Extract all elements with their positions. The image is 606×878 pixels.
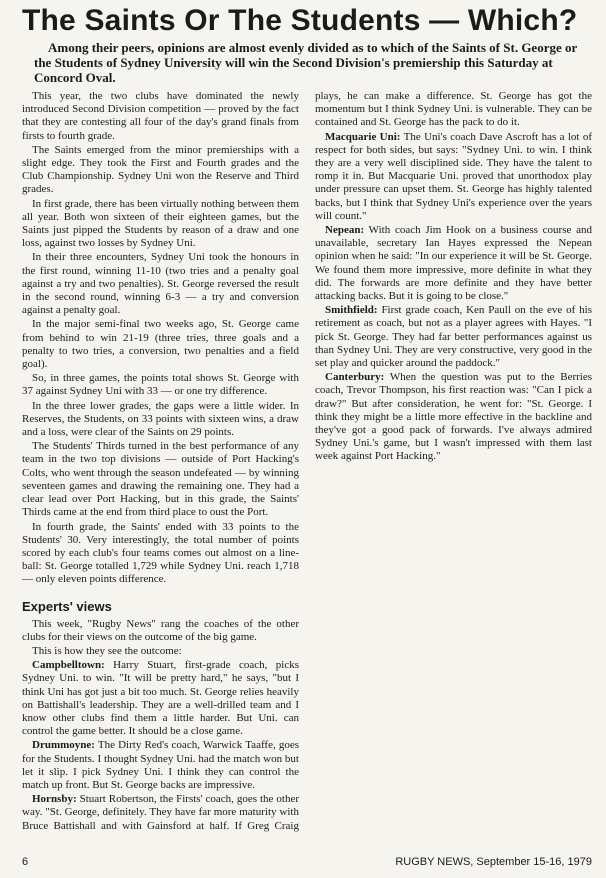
paragraph: This year, the two clubs have dominated the newly introduced Second Division competition — proved by the fact that they are contesting all four of the day's grand finals from firsts to fourth grade. xyxy=(22,90,299,142)
paragraph: So, in three games, the points total shows St. George with 37 against Sydney Uni with 33 — or one try difference. xyxy=(22,372,299,398)
expert-paragraph: Nepean: With coach Jim Hook on a business course and unavailable, secretary Ian Hayes expressed the Nepean opinion when he said: "In our experience it will be St. George. We found them more impressive, more definite in what they did. The forwards are more definite and they have better attacking backs. But it is going to be close." xyxy=(315,224,592,303)
headline: The Saints Or The Students — Which? xyxy=(22,4,578,37)
standfirst: Among their peers, opinions are almost evenly divided as to which of the Saints of St. George or the Students of Sydney University will win the Second Division's premiership this Saturday at Concord Oval. xyxy=(34,40,578,85)
subhead-experts-views: Experts' views xyxy=(22,598,112,614)
expert-paragraph: Macquarie Uni: The Uni's coach Dave Ascroft has a lot of respect for both sides, but says: "Sydney Uni. to win. I think they are a very well disciplined side. They have the talent to romp it in. But Macquarie Uni. proved that unorthodox play under pressure can upset them. St. George has highly talented backs, but I think that Sydney Uni's experience over the years will count." xyxy=(315,130,592,222)
expert-paragraph: Campbelltown: Harry Stuart, first-grade coach, picks Sydney Uni. to win. "It will be pretty hard," he says, "but I think Uni has got just a bit too much. St. George relies heavily on Battishall's leadership. They are a well-drilled team and I know other clubs find them a little harder. But Uni. can control the game better. It should be a close game. xyxy=(22,659,299,738)
paragraph: In the major semi-final two weeks ago, St. George came from behind to win 21-19 (three tries, three goals and a penalty to two tries, a conversion, two penalties and a field goal). xyxy=(22,318,299,371)
paragraph: The Saints emerged from the minor premierships with a slight edge. They took the First and Fourth grades and the Club Championship. Sydney Uni won the Reserve and Third grades. xyxy=(22,143,299,196)
paragraph: In their three encounters, Sydney Uni took the honours in the first round, winning 11-10 (two tries and a penalty goal against a try and two penalties). St. George reversed the result in the second round, winning 6-3 — a try and conversion against a penalty goal. xyxy=(22,251,299,317)
paragraph: In the three lower grades, the gaps were a little wider. In Reserves, the Students, on 33 points with sixteen wins, a draw and a loss, were clear of the Saints on 29 points. xyxy=(22,399,299,439)
article-body xyxy=(22,90,592,845)
expert-paragraph: This week, "Rugby News" rang the coaches of the other clubs for their views on the outcome of the big game. xyxy=(22,617,299,643)
expert-paragraph: Smithfield: First grade coach, Ken Paull on the eve of his retirement as coach, but not as a player agrees with Hayes. "I pick St. George. They had far better performances against us than Sydney Uni. They are very constructive, very good in the set play and quicker around the paddock." xyxy=(315,304,592,370)
paragraph: In fourth grade, the Saints' ended with 33 points to the Students' 30. Very interestingly, the total number of points scored by each club's four teams comes out almost on a line-ball: St. George totalled 1,729 while Sydney Uni. reach 1,718 — only eleven points difference. xyxy=(22,520,299,586)
expert-paragraph: Hornsby: Stuart Robertson, the Firsts' coach, goes the other way. "St. George, definitely. They have far more maturity with Bruce Battishall and with Gainsford at half. If Greg Craig plays, he can make a difference. St. George has got the momentum but I think Sydney Uni. is vulnerable. They can be contained and St. George has the pack to do it. xyxy=(22,90,592,832)
expert-paragraph: Drummoyne: The Dirty Red's coach, Warwick Taaffe, goes for the Students. I thought Sydney Uni. had the match won but let it slip. I pick Sydney Uni. I think they can control the match up front. But St. George backs are impressive. xyxy=(22,739,299,791)
page-footer xyxy=(22,856,592,868)
publication-line: RUGBY NEWS, September 15-16, 1979 xyxy=(395,856,592,868)
paragraph: The Students' Thirds turned in the best performance of any team in the two top divisions — outside of Port Hacking's Colts, who went through the season undefeated — by winning seventeen games and drawing the remaining one. They had a clear lead over Port Hacking, but in this grade, the Saints' Thirds came at the end from third place to oust the Port. xyxy=(22,440,299,519)
expert-paragraph: Canterbury: When the question was put to the Berries coach, Trevor Thompson, his first reaction was: "Can I pick a draw?" But after consideration, he went for: "St. George. I think they might be a little more effective in the backline and they've got a good pack of forwards. I've always admired Sydney Uni.'s game, but I wasn't impressed with them last week against Port Hacking." xyxy=(315,371,592,463)
expert-paragraph: This is how they see the outcome: xyxy=(32,644,182,657)
paragraph: In first grade, there has been virtually nothing between them all year. Both won sixteen of their eighteen games, but the Saints just pipped the Students by reason of a draw and one loss, against two losses by Sydney Uni. xyxy=(22,197,299,250)
page-number: 6 xyxy=(22,856,29,868)
